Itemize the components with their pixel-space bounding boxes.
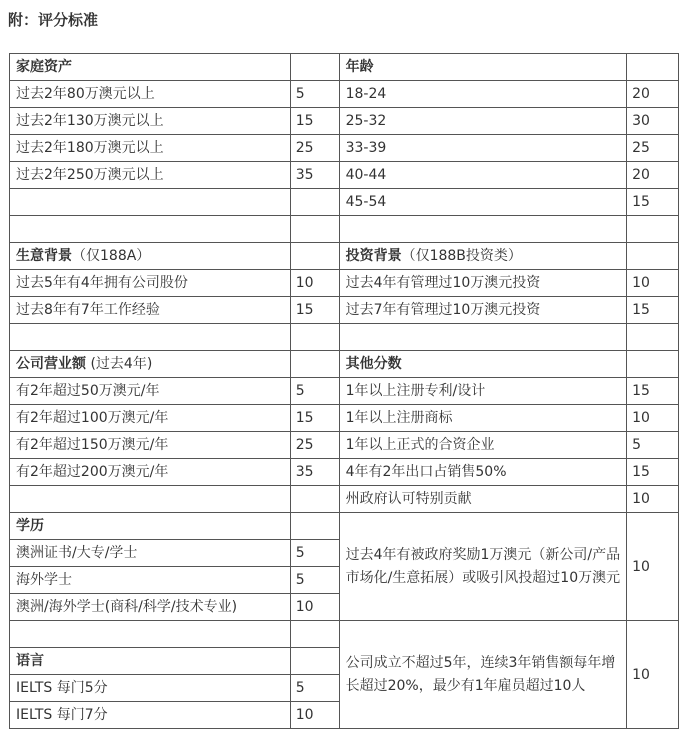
education-score: 5 [290, 567, 339, 594]
age-score: 15 [627, 189, 679, 216]
scoring-table [9, 53, 679, 729]
table-row [10, 324, 679, 351]
empty-cell [10, 621, 291, 648]
assets-score: 25 [290, 135, 339, 162]
education-header: 学历 [10, 513, 291, 540]
empty-cell [10, 324, 291, 351]
investment-header [339, 243, 627, 270]
turnover-score: 35 [290, 459, 339, 486]
empty-cell [290, 243, 339, 270]
language-score: 10 [290, 702, 339, 729]
age-score: 20 [627, 162, 679, 189]
investment-header-text: 投资背景 [345, 248, 402, 264]
education-label: 海外学士 [10, 567, 291, 594]
empty-cell [290, 189, 339, 216]
page-title: 附：评分标准 [8, 11, 99, 29]
turnover-header [10, 351, 291, 378]
table-row [10, 621, 679, 648]
empty-cell [627, 54, 679, 81]
table-row [10, 243, 679, 270]
age-label: 33-39 [339, 135, 627, 162]
turnover-label: 有2年超过100万澳元/年 [10, 405, 291, 432]
table-row [10, 81, 679, 108]
other-score: 10 [627, 513, 679, 621]
assets-label: 过去2年180万澳元以上 [10, 135, 291, 162]
empty-cell [290, 513, 339, 540]
turnover-label: 有2年超过200万澳元/年 [10, 459, 291, 486]
age-score: 30 [627, 108, 679, 135]
education-label: 澳洲证书/大专/学士 [10, 540, 291, 567]
empty-cell [10, 216, 291, 243]
investment-score: 10 [627, 270, 679, 297]
table-row [10, 162, 679, 189]
table-row [10, 513, 679, 540]
other-score: 10 [627, 486, 679, 513]
other-label: 1年以上注册商标 [339, 405, 627, 432]
other-score: 5 [627, 432, 679, 459]
turnover-header-note: (过去4年) [86, 356, 153, 372]
table-row [10, 270, 679, 297]
business-score: 10 [290, 270, 339, 297]
other-score: 10 [627, 405, 679, 432]
table-row [10, 216, 679, 243]
table-row [10, 108, 679, 135]
education-label: 澳洲/海外学士(商科/科学/技术专业) [10, 594, 291, 621]
turnover-score: 15 [290, 405, 339, 432]
other-score: 10 [627, 621, 679, 729]
assets-label: 过去2年80万澳元以上 [10, 81, 291, 108]
empty-cell [339, 324, 627, 351]
business-header [10, 243, 291, 270]
table-row [10, 405, 679, 432]
empty-cell [627, 216, 679, 243]
turnover-header-text: 公司营业额 [16, 356, 86, 372]
assets-score: 5 [290, 81, 339, 108]
other-label: 公司成立不超过5年，连续3年销售额每年增长超过20%，最少有1年雇员超过10人 [339, 621, 627, 729]
turnover-score: 25 [290, 432, 339, 459]
language-label: IELTS 每门7分 [10, 702, 291, 729]
assets-score: 35 [290, 162, 339, 189]
empty-cell [290, 621, 339, 648]
investment-label: 过去7年有管理过10万澳元投资 [339, 297, 627, 324]
table-row [10, 297, 679, 324]
empty-cell [290, 324, 339, 351]
table-row [10, 459, 679, 486]
age-label: 40-44 [339, 162, 627, 189]
other-label: 1年以上正式的合资企业 [339, 432, 627, 459]
other-label: 过去4年有被政府奖励1万澳元（新公司/产品市场化/生意拓展）或吸引风投超过10万澳元 [339, 513, 627, 621]
assets-label: 过去2年130万澳元以上 [10, 108, 291, 135]
other-label: 4年有2年出口占销售50% [339, 459, 627, 486]
empty-cell [290, 216, 339, 243]
language-header: 语言 [10, 648, 291, 675]
assets-score: 15 [290, 108, 339, 135]
table-row [10, 432, 679, 459]
other-score: 15 [627, 378, 679, 405]
empty-cell [339, 216, 627, 243]
other-label: 州政府认可特别贡献 [339, 486, 627, 513]
investment-score: 15 [627, 297, 679, 324]
age-label: 25-32 [339, 108, 627, 135]
language-label: IELTS 每门5分 [10, 675, 291, 702]
table-row [10, 486, 679, 513]
empty-cell [290, 54, 339, 81]
empty-cell [290, 486, 339, 513]
age-label: 18-24 [339, 81, 627, 108]
empty-cell [627, 351, 679, 378]
other-label: 1年以上注册专利/设计 [339, 378, 627, 405]
business-label: 过去5年有4年拥有公司股份 [10, 270, 291, 297]
education-score: 5 [290, 540, 339, 567]
business-label: 过去8年有7年工作经验 [10, 297, 291, 324]
turnover-label: 有2年超过50万澳元/年 [10, 378, 291, 405]
education-score: 10 [290, 594, 339, 621]
turnover-score: 5 [290, 378, 339, 405]
age-label: 45-54 [339, 189, 627, 216]
empty-cell [627, 243, 679, 270]
language-score: 5 [290, 675, 339, 702]
age-header: 年龄 [339, 54, 627, 81]
business-header-text: 生意背景 [16, 248, 72, 264]
table-row [10, 189, 679, 216]
table-row [10, 378, 679, 405]
turnover-label: 有2年超过150万澳元/年 [10, 432, 291, 459]
age-score: 25 [627, 135, 679, 162]
business-header-note: （仅188A） [72, 248, 151, 264]
assets-header: 家庭资产 [10, 54, 291, 81]
investment-label: 过去4年有管理过10万澳元投资 [339, 270, 627, 297]
assets-label: 过去2年250万澳元以上 [10, 162, 291, 189]
empty-cell [10, 189, 291, 216]
empty-cell [10, 486, 291, 513]
empty-cell [290, 351, 339, 378]
table-row [10, 135, 679, 162]
empty-cell [290, 648, 339, 675]
table-row [10, 54, 679, 81]
other-header: 其他分数 [339, 351, 627, 378]
investment-header-note: （仅188B投资类） [401, 248, 522, 264]
other-score: 15 [627, 459, 679, 486]
empty-cell [627, 324, 679, 351]
table-row [10, 351, 679, 378]
age-score: 20 [627, 81, 679, 108]
business-score: 15 [290, 297, 339, 324]
